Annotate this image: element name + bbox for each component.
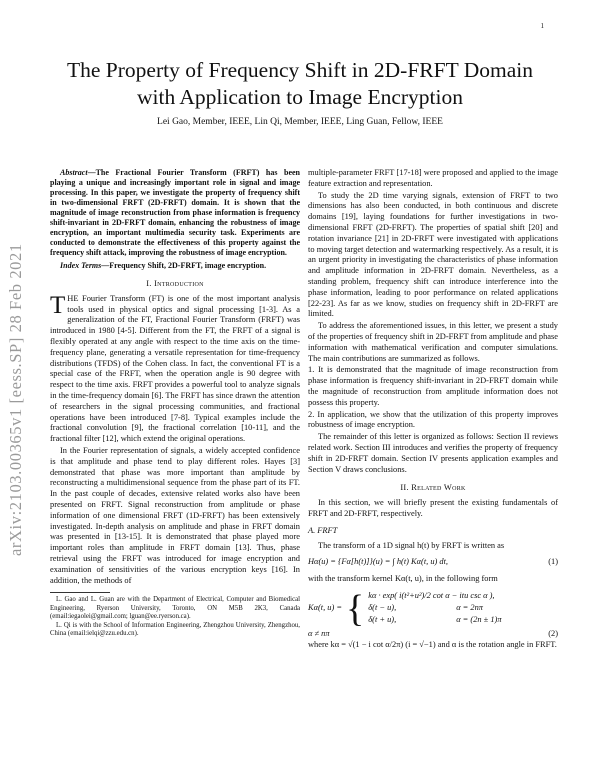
kernel-text: with the transform kernel Kα(t, u), in the following form bbox=[308, 574, 498, 584]
equation-2-cond-1: α ≠ nπ bbox=[308, 628, 330, 638]
footnote-rule bbox=[50, 592, 110, 593]
arxiv-stamp: arXiv:2103.00365v1 [eess.SP] 28 Feb 2021 bbox=[6, 243, 25, 556]
intro-paragraph-2: In the Fourier representation of signals, a widely accepted confidence is that amplitude and phase tend to play different roles. Hayes [3] demonstrated that phase was more important than amplitude by reconstructing a multidimensional sequence from the phase part of its FT. In the past couple of decades, extensive related works also have been presented on FRFT. Signal reconstruction from amplitude or phase information of one dimensional FRFT (1D-FRFT) has been extensively investigated. In-depth analysis on amplitude and phase in FRFT domain was presented in [13-15]. It is demonstrated that phase played more important roles than amplitude in FRFT domain [13]. Thus, phase retrieval using the FRFT was introduced for image encryption and examination of sensitivities of the various encryption keys [16]. In addition, the methods of bbox=[50, 445, 300, 585]
intro-paragraph-1 bbox=[50, 291, 300, 445]
left-column bbox=[50, 168, 300, 638]
equation-2-cond-2: α = 2nπ bbox=[456, 602, 483, 612]
paper-title: The Property of Frequency Shift in 2D-FRFT Domain with Application to Image Encryption bbox=[67, 58, 533, 109]
equation-1-body: Hα(u) = {Fα[h(t)]}(u) = ∫ h(t) Kα(t, u) dt, bbox=[308, 557, 449, 567]
section-heading-related-work: II. Related Work bbox=[400, 483, 466, 493]
equation-2-cond-3: α = (2n ± 1)π bbox=[456, 614, 502, 624]
index-terms-label: Index Terms bbox=[60, 261, 102, 270]
related-paragraph-1: In this section, we will briefly present the existing fundamentals of FRFT and 2D-FRFT, respectively. bbox=[308, 498, 558, 518]
equation-2-case-2: δ(t − u), bbox=[368, 602, 397, 612]
equation-1-number: (1) bbox=[548, 557, 558, 567]
abstract-label: Abstract bbox=[60, 168, 88, 177]
after-equation-text: where kα = √(1 − i cot α/2π) (i = √−1) and α is the rotation angle in FRFT. bbox=[308, 639, 557, 649]
intro-paragraph-6: The remainder of this letter is organized as follows: Section II reviews related work. Section III introduces and verifies the property of frequency shift in 2D-FRFT domain. Section IV presents application examples and Section V draws conclusions. bbox=[308, 432, 558, 474]
intro-paragraph-3: multiple-parameter FRFT [17-18] were proposed and applied to the image feature extraction and representation. bbox=[308, 168, 558, 188]
page-number: 1 bbox=[540, 22, 544, 30]
equation-2 bbox=[308, 587, 558, 630]
equation-2-footer bbox=[308, 629, 558, 640]
equation-2-case-1: kα · exp( i(t²+u²)/2 cot α − itu csc α ), bbox=[368, 590, 495, 600]
contribution-1: 1. It is demonstrated that the magnitude of image reconstruction from phase information is frequency shift-invariant in 2D-FRFT domain while the magnitude of reconstruction from amplitude information does not possess this property. bbox=[308, 365, 558, 407]
equation-1 bbox=[308, 557, 558, 568]
abstract-text: —The Fractional Fourier Transform (FRFT) has been playing a unique and increasingly important role in signal and image processing. In this paper, we investigate the property of frequency shift in two-dimensional FRFT (2D-FRFT) domain. It is shown that the magnitude of image reconstruction from phase information is frequency shift-invariant in 2D-FRFT domain, enhancing the robustness of image encryption, an important multimedia security task. Experiments are conducted to demonstrate the effectiveness of this property against the frequency shift attack, improving the robustness of image encryption. bbox=[50, 168, 300, 257]
contribution-2: 2. In application, we show that the utilization of this property improves robustness of image encryption. bbox=[308, 409, 558, 430]
abstract bbox=[50, 168, 300, 258]
footnote-2: L. Qi is with the School of Information Engineering, Zhengzhou University, Zhengzhou, China (email:ielqi@zzu.edu.cn). bbox=[50, 621, 300, 637]
equation-2-cases bbox=[368, 591, 526, 627]
equation-2-case-3: δ(t + u), bbox=[368, 614, 397, 624]
frft-paragraph-1: The transform of a 1D signal h(t) by FRFT is written as bbox=[318, 540, 505, 550]
intro-paragraph-4: To study the 2D time varying signals, extension of FRFT to two dimensions has also been conducted, in both continuous and discrete domains [19], laying foundations for further investigations in two-dimensional FRFT (2D-FRFT). The properties of spatial shift [20] and rotation invariance [21] in 2D-FRFT were investigated with applications to moving target detection and watermarking respectively. As a result, it is an urgent priority in investigating the characteristics of phase information and amplitude information in 2D-FRFT domain. Nevertheless, as a standing problem, frequency shift can introduce interference into the phase information, leading to poor performance on related applications [22-23]. As far as we know, studies on frequency shift in 2D-FRFT are limited. bbox=[308, 190, 558, 319]
author-line: Lei Gao, Member, IEEE, Lin Qi, Member, IEEE, Ling Guan, Fellow, IEEE bbox=[157, 117, 443, 127]
equation-2-number: (2) bbox=[548, 628, 558, 638]
right-column bbox=[308, 168, 558, 651]
equation-2-brace: { bbox=[346, 587, 365, 630]
footnote-1: L. Gao and L. Guan are with the Department of Electrical, Computer and Biomedical Engineering, Ryerson University, Toronto, ON M5B 2K3, Canada (email:iegaolei@gmail.com; lguan@ee.ryerson.ca). bbox=[50, 596, 300, 621]
section-heading-introduction: I. Introduction bbox=[146, 279, 204, 288]
index-terms bbox=[50, 261, 300, 271]
subsection-heading-frft: A. FRFT bbox=[308, 525, 338, 535]
dropcap: T bbox=[50, 291, 66, 319]
index-terms-text: —Frequency Shift, 2D-FRFT, image encryption. bbox=[101, 261, 267, 270]
equation-2-lhs: Kα(t, u) = bbox=[308, 603, 343, 613]
intro-paragraph-5: To address the aforementioned issues, in this letter, we present a study of the properties of frequency shift in 2D-FRFT from amplitude and phase information with mathematical verification and computer simulations. The main contributions are summarized as follows. bbox=[308, 321, 558, 363]
intro-p1-text: HE Fourier Transform (FT) is one of the most important analysis tools used in physical optics and signal processing [1-3]. As a generalization of the FT, Fractional Fourier Transform (FRFT) was introduced in 1980 [4-5]. Different from the FT, the FRFT of a signal is flexibly operated at any angle with respect to the time axis on the time-frequency plane, generating a versatile representation for time-frequency distributions (TFDS) of the Cohen class. In fact, the conventional FT is a special case of the FRFT, when the operation angle is 90 degree with respect to the time axis. FRFT provides a powerful tool to analyze signals in the time-frequency domain [6]. The FRFT has since drawn the attention of researchers in the signal processing communities, and fractional operations have been introduced [7-8]. Typical examples include the fractional convolution [9], the fractional correlation [10-11], and the fractional filter [12], which extend the original operations. bbox=[50, 293, 300, 444]
